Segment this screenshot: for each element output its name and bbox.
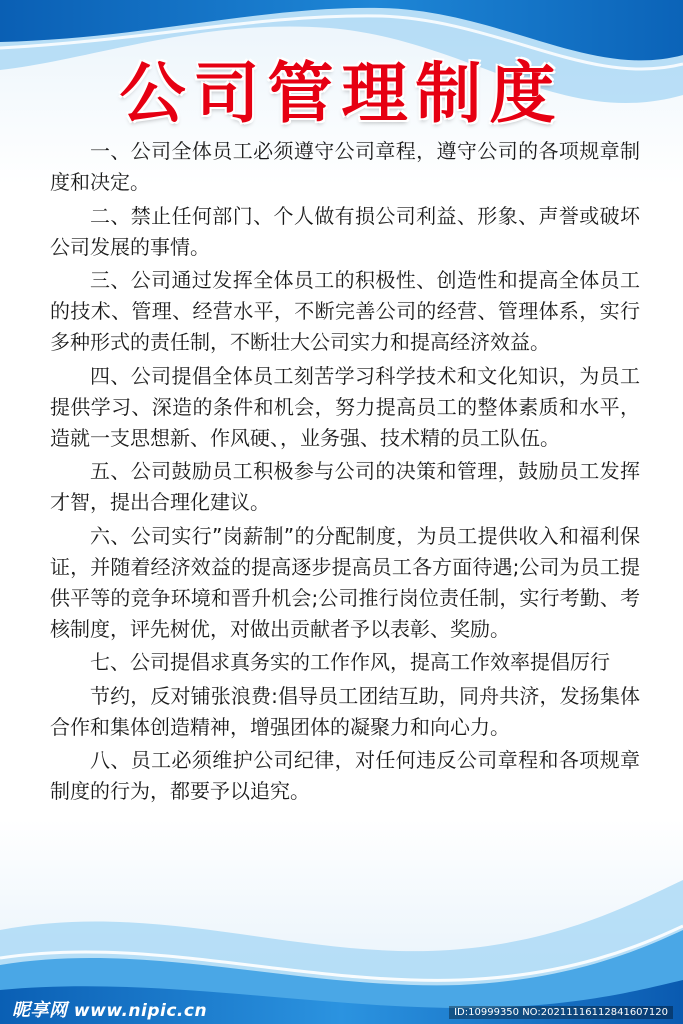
paragraph-6: 六、公司实行”岗薪制”的分配制度，为员工提供收入和福利保证，并随着经济效益的提高逐步提高员工各方面待遇;公司为员工提供平等的竞争环境和晋升机会;公司推行岗位责任制，实行考勤、考核制度，评先树优，对做出贡献者予以表彰、奖励。 — [50, 523, 640, 641]
page-title: 公司管理制度 — [119, 55, 564, 132]
paragraph-7-continued: 节约，反对铺张浪费:倡导员工团结互助，同舟共济，发扬集体合作和集体创造精神，增强团体的凝聚力和向心力。 — [50, 683, 640, 739]
paragraph-7: 七、公司提倡求真务实的工作作风，提高工作效率提倡厉行 — [90, 650, 610, 674]
paragraph-8: 八、员工必须维护公司纪律，对任何违反公司章程和各项规章制度的行为，都要予以追究。 — [50, 748, 640, 803]
watermark-footer — [0, 1000, 683, 1024]
logo-url: www.nipic.cn — [73, 1001, 208, 1021]
regulation-body — [50, 136, 640, 810]
paragraph-2: 二、禁止任何部门、个人做有损公司利益、形象、声誉或破坏公司发展的事情。 — [50, 203, 640, 259]
paragraph-1: 一、公司全体员工必须遵守公司章程，遵守公司的各项规章制度和决定。 — [50, 139, 640, 194]
nipic-logo — [12, 996, 207, 1022]
logo-chinese: 昵享网 — [12, 1000, 68, 1021]
paragraph-5: 五、公司鼓励员工积极参与公司的决策和管理，鼓励员工发挥才智，提出合理化建议。 — [50, 459, 640, 514]
paragraph-3: 三、公司通过发挥全体员工的积极性、创造性和提高全体员工的技术、管理、经营水平，不断完善公司的经营、管理体系，实行多种形式的责任制，不断壮大公司实力和提高经济效益。 — [50, 268, 640, 354]
image-id-tag: ID:10999350 NO:20211116112841607120 — [449, 1006, 673, 1019]
paragraph-4: 四、公司提倡全体员工刻苦学习科学技术和文化知识，为员工提供学习、深造的条件和机会，努力提高员工的整体素质和水平，造就一支思想新、作风硬、，业务强、技术精的员工队伍。 — [50, 363, 640, 450]
